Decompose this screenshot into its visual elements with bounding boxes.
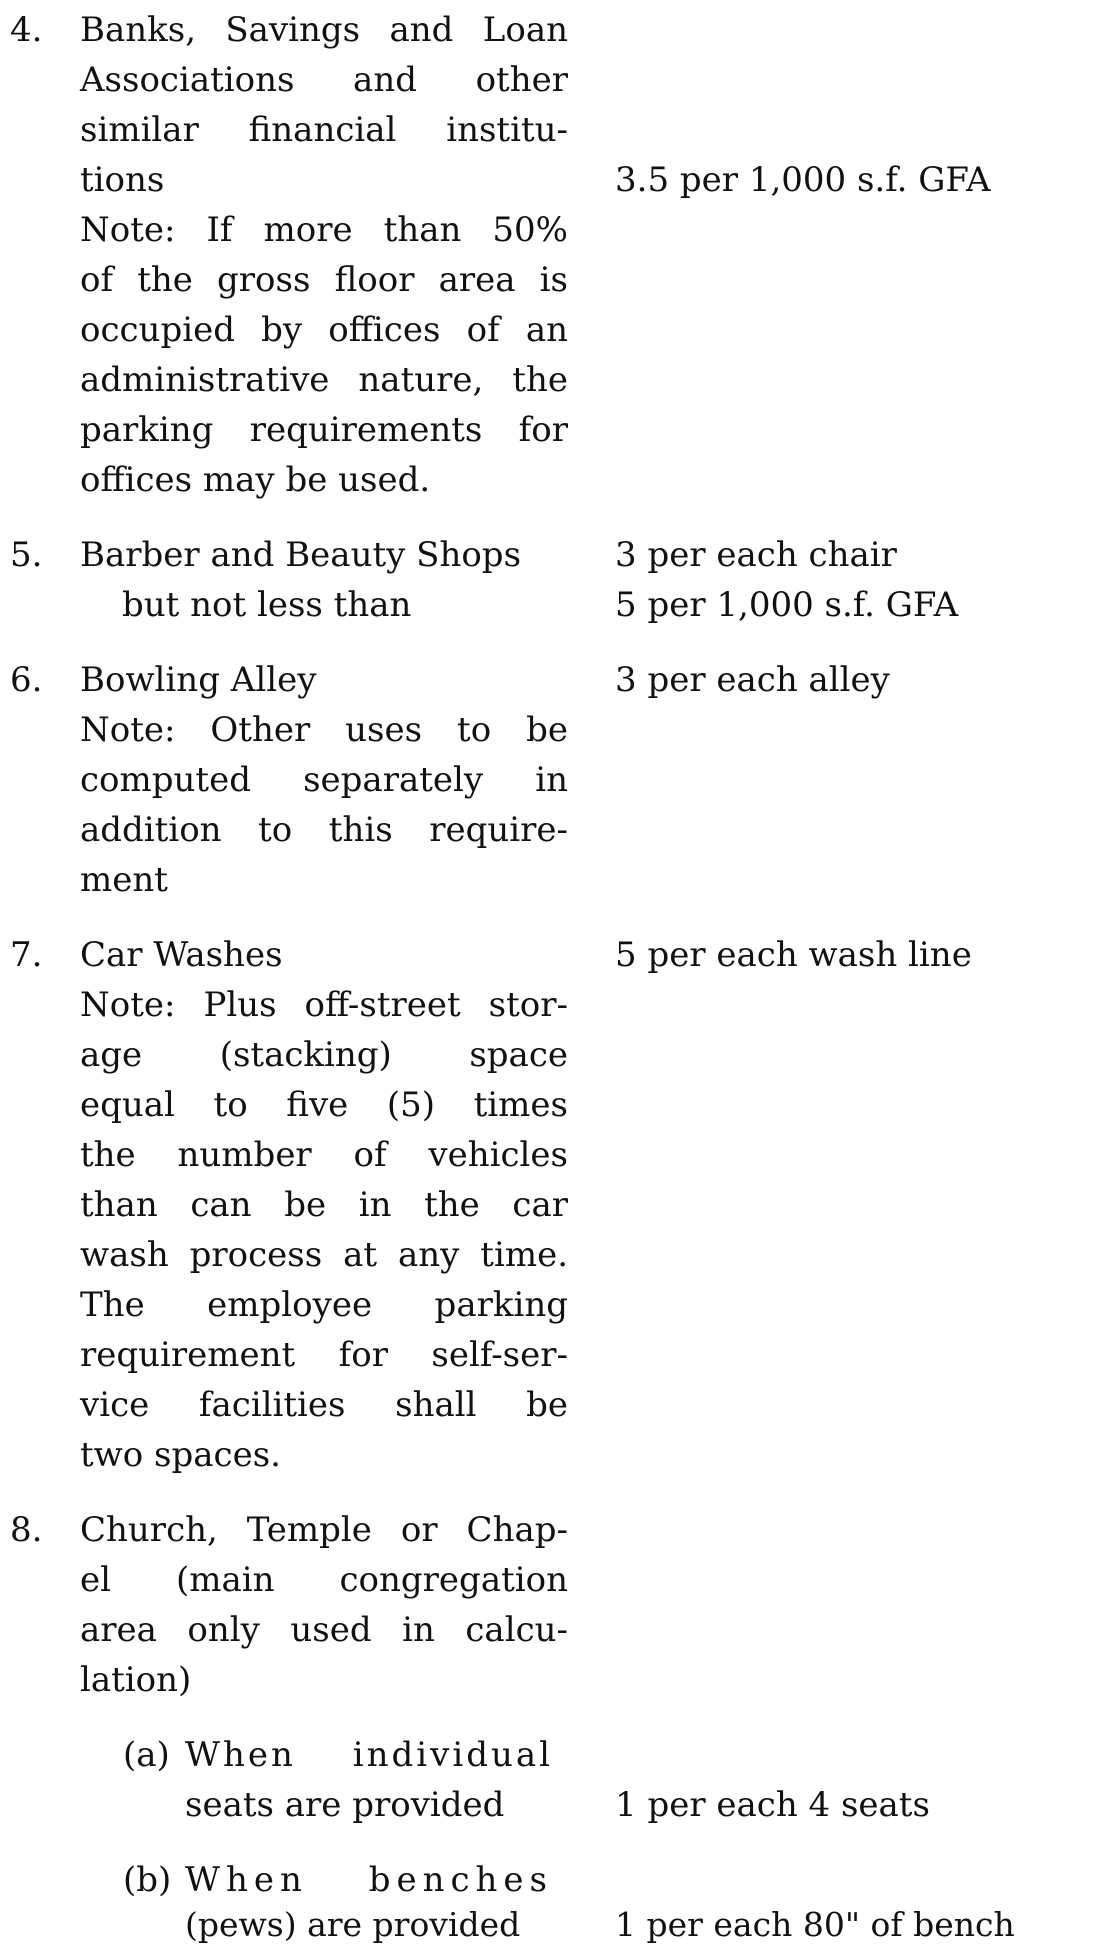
item-description-line: Bowling Alley (80, 660, 317, 700)
item-description-line: addition to this require- (80, 810, 568, 850)
item-number: 5. (10, 535, 43, 575)
item-description-line: the number of vehicles (80, 1135, 568, 1175)
item-description-line: The employee parking (80, 1285, 568, 1325)
subitem-requirement: 1 per each 80" of bench (615, 1905, 1015, 1944)
subitem-description-line: When benches (185, 1860, 553, 1900)
item-description-line: el (main congregation (80, 1560, 568, 1600)
item-description-line: than can be in the car (80, 1185, 568, 1225)
item-description-line: vice facilities shall be (80, 1385, 568, 1425)
item-requirement: 3 per each alley (615, 660, 890, 700)
item-description-line: parking requirements for (80, 410, 568, 450)
item-requirement: 3.5 per 1,000 s.f. GFA (615, 160, 991, 200)
item-description-line: offices may be used. (80, 460, 431, 500)
item-description-line: ment (80, 860, 168, 900)
item-description-line: but not less than (122, 585, 412, 625)
item-description-line: wash process at any time. (80, 1235, 568, 1275)
item-description-line: Associations and other (80, 60, 568, 100)
item-requirement: 3 per each chair (615, 535, 897, 575)
item-description-line: lation) (80, 1660, 192, 1700)
item-description-line: Note: If more than 50% (80, 210, 568, 250)
item-description-line: Banks, Savings and Loan (80, 10, 568, 50)
item-description-line: age (stacking) space (80, 1035, 568, 1075)
item-description-line: computed separately in (80, 760, 568, 800)
item-number: 6. (10, 660, 43, 700)
item-description-line: requirement for self-ser- (80, 1335, 568, 1375)
subitem-description-line: When individual (185, 1735, 553, 1775)
item-description-line: equal to five (5) times (80, 1085, 568, 1125)
item-description-line: Church, Temple or Chap- (80, 1510, 568, 1550)
item-requirement: 5 per 1,000 s.f. GFA (615, 585, 959, 625)
item-requirement: 5 per each wash line (615, 935, 972, 975)
item-description-line: tions (80, 160, 165, 200)
item-number: 4. (10, 10, 43, 50)
item-number: 8. (10, 1510, 43, 1550)
item-number: 7. (10, 935, 43, 975)
item-description-line: Note: Plus off-street stor- (80, 985, 568, 1025)
item-description-line: Barber and Beauty Shops (80, 535, 522, 575)
item-description-line: Note: Other uses to be (80, 710, 568, 750)
item-description-line: Car Washes (80, 935, 283, 975)
item-description-line: of the gross floor area is (80, 260, 568, 300)
subitem-label: (a) (123, 1735, 170, 1775)
subitem-requirement: 1 per each 4 seats (615, 1785, 930, 1825)
subitem-label: (b) (123, 1860, 172, 1900)
item-description-line: administrative nature, the (80, 360, 568, 400)
subitem-description-line: (pews) are provided (185, 1905, 521, 1944)
item-description-line: similar financial institu- (80, 110, 568, 150)
item-description-line: area only used in calcu- (80, 1610, 568, 1650)
item-description-line: two spaces. (80, 1435, 281, 1475)
item-description-line: occupied by offices of an (80, 310, 568, 350)
subitem-description-line: seats are provided (185, 1785, 505, 1825)
